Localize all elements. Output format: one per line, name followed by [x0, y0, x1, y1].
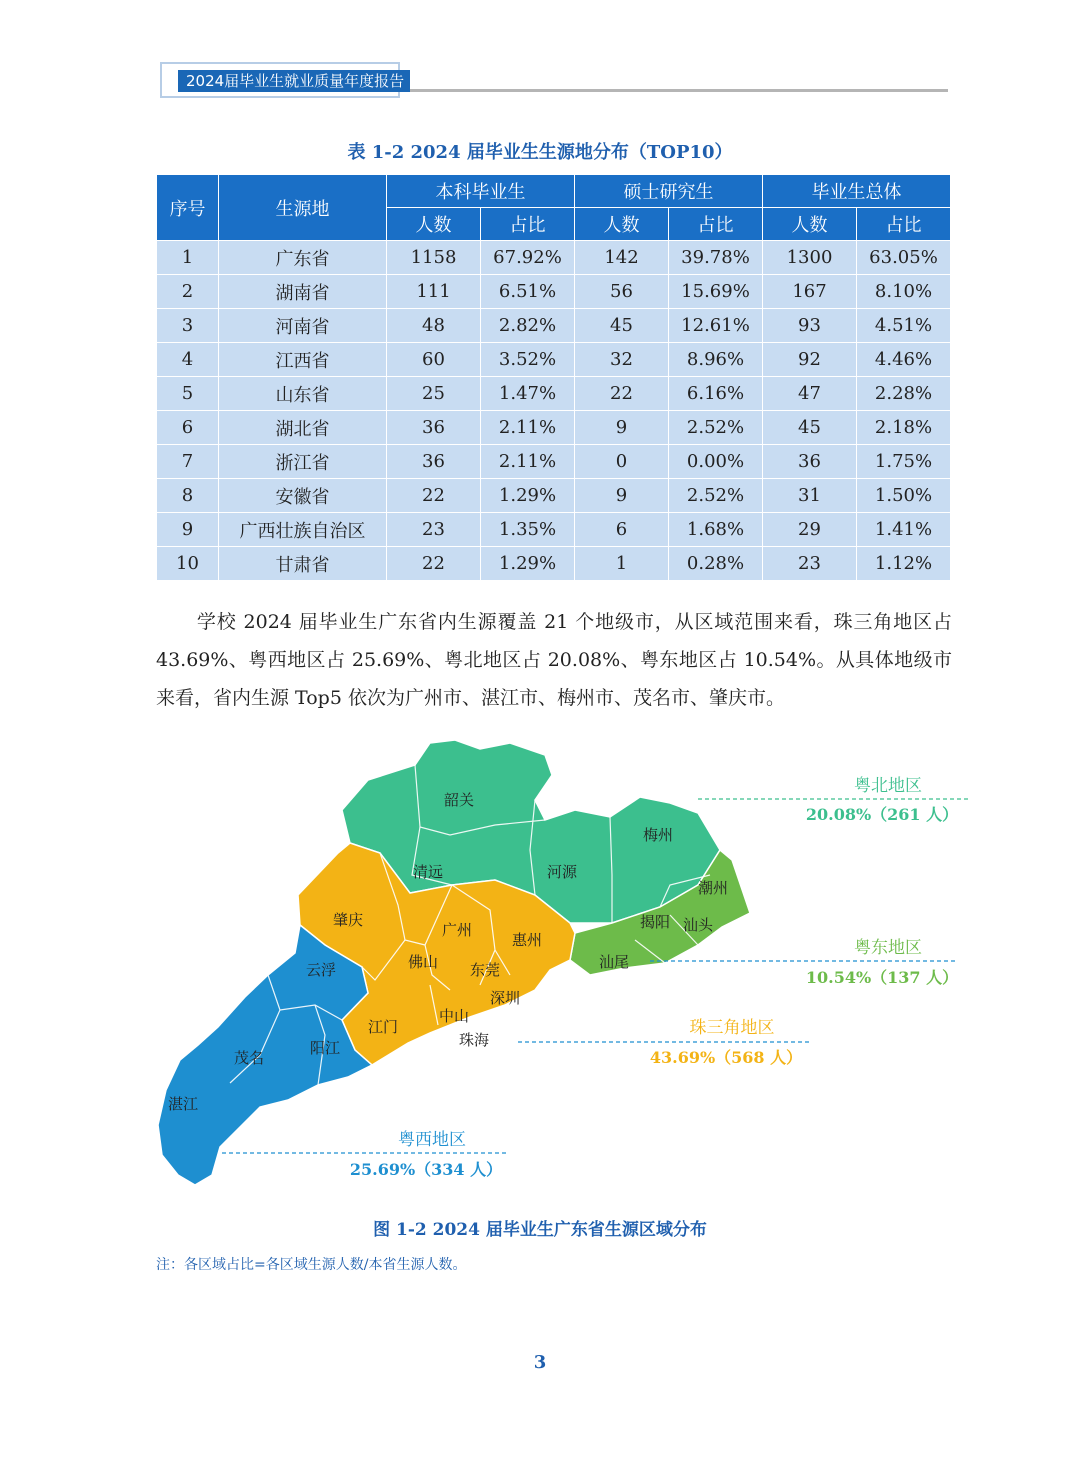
master-ratio: 6.16% — [669, 377, 763, 411]
region-prd-value: 43.69%（568 人） — [649, 1048, 803, 1067]
col-index: 序号 — [157, 175, 219, 241]
col-total-count: 人数 — [763, 208, 857, 241]
col-total: 毕业生总体 — [763, 175, 951, 208]
master-ratio: 8.96% — [669, 343, 763, 377]
undergrad-count: 23 — [387, 513, 481, 547]
total-ratio: 2.18% — [857, 411, 951, 445]
region-north-name: 粤北地区 — [854, 776, 922, 796]
master-ratio: 0.00% — [669, 445, 763, 479]
city-label-foshan: 佛山 — [408, 953, 439, 971]
total-count: 36 — [763, 445, 857, 479]
row-origin: 甘肃省 — [219, 547, 387, 581]
master-count: 45 — [575, 309, 669, 343]
region-east-name: 粤东地区 — [854, 938, 922, 958]
undergrad-count: 1158 — [387, 241, 481, 275]
col-master: 硕士研究生 — [575, 175, 763, 208]
table-row — [157, 309, 951, 343]
row-origin: 湖北省 — [219, 411, 387, 445]
col-total-ratio: 占比 — [857, 208, 951, 241]
total-ratio: 1.50% — [857, 479, 951, 513]
header-rule — [410, 89, 948, 92]
row-origin: 浙江省 — [219, 445, 387, 479]
row-index: 4 — [157, 343, 219, 377]
undergrad-ratio: 2.11% — [481, 411, 575, 445]
row-index: 9 — [157, 513, 219, 547]
total-count: 31 — [763, 479, 857, 513]
master-count: 9 — [575, 411, 669, 445]
city-label-yangjiang: 阳江 — [310, 1039, 341, 1057]
col-origin: 生源地 — [219, 175, 387, 241]
undergrad-ratio: 1.35% — [481, 513, 575, 547]
row-index: 2 — [157, 275, 219, 309]
total-count: 92 — [763, 343, 857, 377]
table-row — [157, 513, 951, 547]
city-label-shenzhen: 深圳 — [490, 989, 521, 1007]
total-count: 93 — [763, 309, 857, 343]
report-title: 2024届毕业生就业质量年度报告 — [178, 70, 410, 92]
master-count: 6 — [575, 513, 669, 547]
row-origin: 安徽省 — [219, 479, 387, 513]
undergrad-ratio: 2.11% — [481, 445, 575, 479]
master-count: 32 — [575, 343, 669, 377]
undergrad-count: 25 — [387, 377, 481, 411]
total-ratio: 8.10% — [857, 275, 951, 309]
total-ratio: 1.75% — [857, 445, 951, 479]
table-row — [157, 377, 951, 411]
master-ratio: 1.68% — [669, 513, 763, 547]
master-ratio: 39.78% — [669, 241, 763, 275]
master-count: 56 — [575, 275, 669, 309]
total-ratio: 4.51% — [857, 309, 951, 343]
master-ratio: 0.28% — [669, 547, 763, 581]
city-label-jieyang: 揭阳 — [640, 913, 671, 931]
region-north-value: 20.08%（261 人） — [805, 805, 959, 824]
total-count: 167 — [763, 275, 857, 309]
undergrad-count: 36 — [387, 411, 481, 445]
col-undergrad-ratio: 占比 — [481, 208, 575, 241]
col-undergrad: 本科毕业生 — [387, 175, 575, 208]
undergrad-ratio: 1.47% — [481, 377, 575, 411]
city-label-heyuan: 河源 — [547, 863, 578, 881]
table-title: 表 1-2 2024 届毕业生生源地分布（TOP10） — [347, 142, 733, 163]
table-row — [157, 547, 951, 581]
page-number: 3 — [533, 1352, 547, 1373]
total-count: 47 — [763, 377, 857, 411]
city-label-qingyuan: 清远 — [413, 863, 444, 881]
master-count: 142 — [575, 241, 669, 275]
city-label-shanwei: 汕尾 — [599, 953, 630, 971]
row-index: 7 — [157, 445, 219, 479]
city-label-jiangmen: 江门 — [368, 1018, 399, 1036]
city-label-shantou: 汕头 — [683, 916, 714, 934]
region-west-name: 粤西地区 — [398, 1130, 466, 1150]
row-index: 10 — [157, 547, 219, 581]
origin-table — [156, 174, 951, 581]
city-label-zhanjiang: 湛江 — [168, 1095, 199, 1113]
col-master-count: 人数 — [575, 208, 669, 241]
master-ratio: 15.69% — [669, 275, 763, 309]
undergrad-count: 22 — [387, 479, 481, 513]
total-ratio: 63.05% — [857, 241, 951, 275]
undergrad-ratio: 1.29% — [481, 479, 575, 513]
city-label-chaozhou: 潮州 — [698, 879, 729, 897]
col-master-ratio: 占比 — [669, 208, 763, 241]
undergrad-count: 22 — [387, 547, 481, 581]
total-count: 1300 — [763, 241, 857, 275]
figure-caption: 图 1-2 2024 届毕业生广东省生源区域分布 — [373, 1220, 707, 1240]
undergrad-count: 48 — [387, 309, 481, 343]
city-label-shaoguan: 韶关 — [444, 791, 475, 809]
callout-north — [698, 776, 970, 824]
col-undergrad-count: 人数 — [387, 208, 481, 241]
callout-west — [222, 1130, 508, 1179]
city-label-maoming: 茂名 — [234, 1049, 265, 1067]
master-ratio: 2.52% — [669, 411, 763, 445]
region-east-value: 10.54%（137 人） — [805, 968, 959, 987]
master-ratio: 12.61% — [669, 309, 763, 343]
total-count: 23 — [763, 547, 857, 581]
table-row — [157, 275, 951, 309]
row-origin: 湖南省 — [219, 275, 387, 309]
undergrad-count: 36 — [387, 445, 481, 479]
city-label-zhaoqing: 肇庆 — [333, 911, 364, 929]
city-label-meizhou: 梅州 — [643, 826, 674, 844]
city-label-huizhou: 惠州 — [512, 931, 543, 949]
row-origin: 山东省 — [219, 377, 387, 411]
undergrad-count: 111 — [387, 275, 481, 309]
city-label-zhongshan: 中山 — [439, 1007, 470, 1025]
undergrad-ratio: 3.52% — [481, 343, 575, 377]
row-index: 3 — [157, 309, 219, 343]
master-count: 9 — [575, 479, 669, 513]
row-origin: 广东省 — [219, 241, 387, 275]
row-origin: 江西省 — [219, 343, 387, 377]
total-ratio: 1.12% — [857, 547, 951, 581]
city-label-yunfu: 云浮 — [306, 961, 337, 979]
row-index: 8 — [157, 479, 219, 513]
total-count: 29 — [763, 513, 857, 547]
undergrad-ratio: 1.29% — [481, 547, 575, 581]
paragraph-text: 学校 2024 届毕业生广东省内生源覆盖 21 个地级市，从区域范围来看，珠三角地区占 43.69%、粤西地区占 25.69%、粤北地区占 20.08%、粤东地区占 10.54%。从具体地级市来看，省内生源 Top5 依次为广州市、湛江市、梅州市、茂名市、肇庆市。 — [156, 611, 952, 709]
table-row — [157, 445, 951, 479]
master-count: 22 — [575, 377, 669, 411]
total-count: 45 — [763, 411, 857, 445]
table-row — [157, 479, 951, 513]
city-label-zhuhai: 珠海 — [459, 1031, 490, 1049]
row-origin: 河南省 — [219, 309, 387, 343]
total-ratio: 4.46% — [857, 343, 951, 377]
footnote: 注：各区域占比=各区域生源人数/本省生源人数。 — [156, 1257, 467, 1273]
row-index: 6 — [157, 411, 219, 445]
table-row — [157, 411, 951, 445]
total-ratio: 1.41% — [857, 513, 951, 547]
undergrad-ratio: 2.82% — [481, 309, 575, 343]
undergrad-count: 60 — [387, 343, 481, 377]
table-row — [157, 241, 951, 275]
body-paragraph — [156, 603, 952, 717]
row-index: 1 — [157, 241, 219, 275]
city-label-dongguan: 东莞 — [470, 961, 501, 979]
table-row — [157, 343, 951, 377]
guangdong-region-map — [150, 735, 970, 1200]
region-west-value: 25.69%（334 人） — [349, 1160, 503, 1179]
row-origin: 广西壮族自治区 — [219, 513, 387, 547]
master-ratio: 2.52% — [669, 479, 763, 513]
row-index: 5 — [157, 377, 219, 411]
undergrad-ratio: 6.51% — [481, 275, 575, 309]
master-count: 0 — [575, 445, 669, 479]
undergrad-ratio: 67.92% — [481, 241, 575, 275]
callout-prd — [518, 1018, 810, 1067]
city-label-guangzhou: 广州 — [442, 921, 473, 939]
total-ratio: 2.28% — [857, 377, 951, 411]
master-count: 1 — [575, 547, 669, 581]
region-prd-name: 珠三角地区 — [689, 1018, 775, 1038]
